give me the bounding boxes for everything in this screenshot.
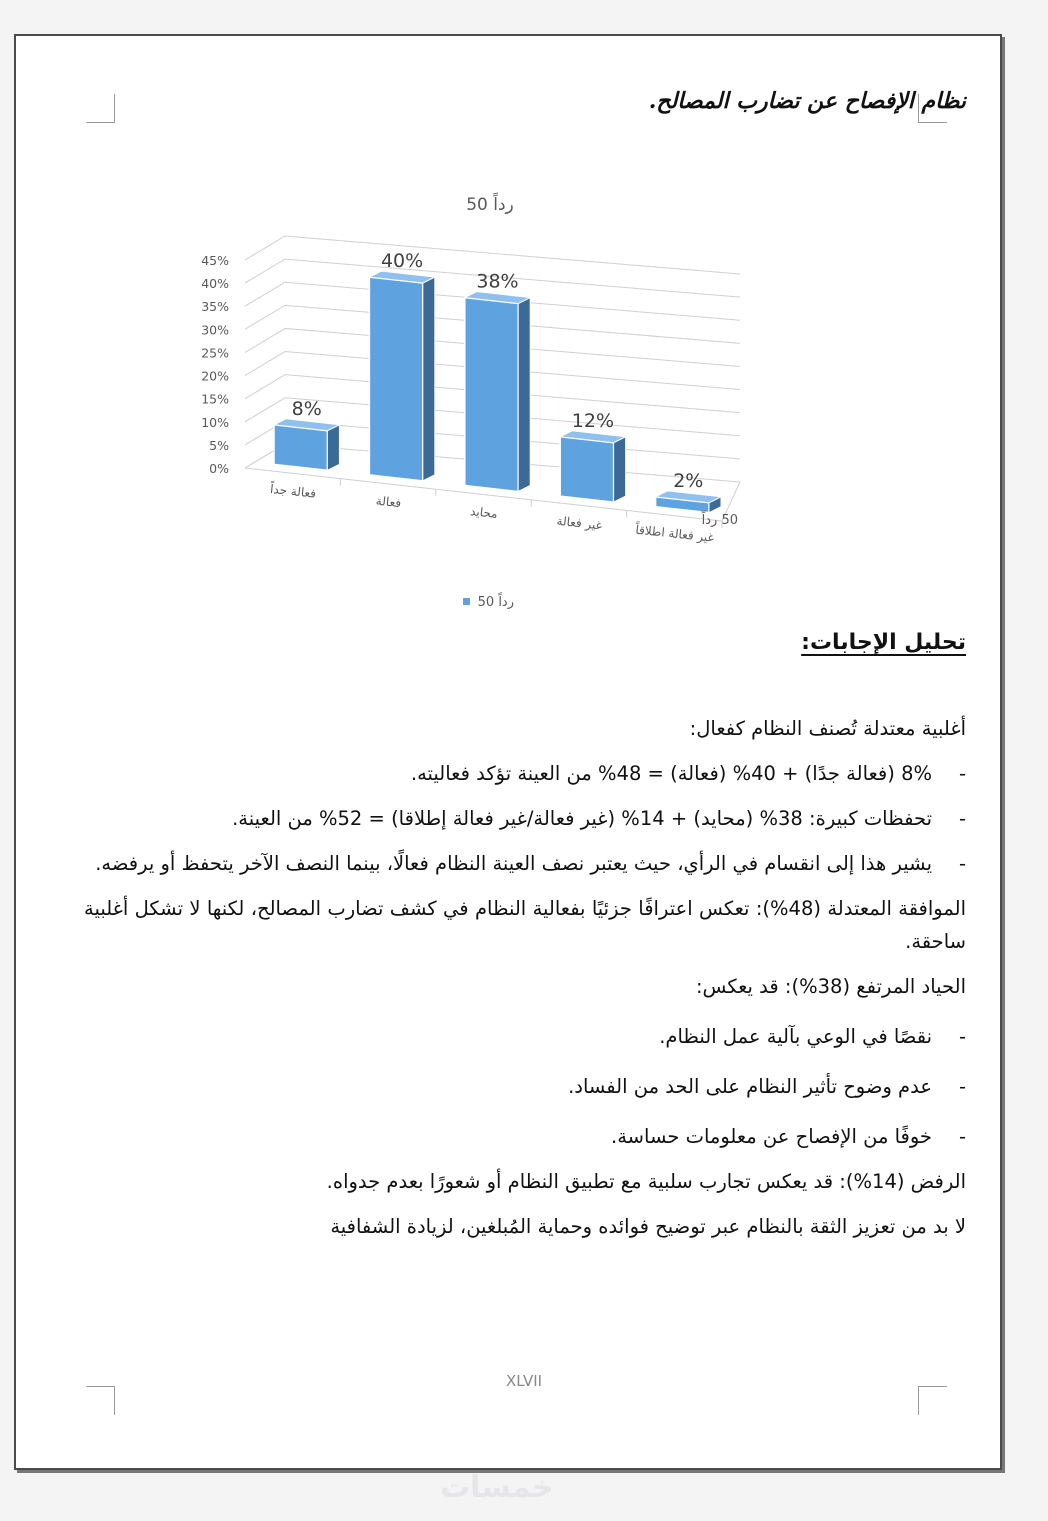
chart-y-axis [201,253,229,476]
bar-side [327,425,339,471]
legend-label: 50 رداً [477,595,514,610]
neutral-paragraph: الحياد المرتفع (38%): قد يعكس: [695,975,966,998]
analysis-heading: تحليل الإجابات: [801,630,966,655]
bar-front [465,298,518,492]
rejection-paragraph: الرفض (14%): قد يعكس تجارب سلبية مع تطبيق النظام أو شعورًا بعدم جدواه. [326,1170,966,1193]
y-tick-label: 10% [201,414,229,430]
list-item: - يشير هذا إلى انقسام في الرأي، حيث يعتبر نصف العينة النظام فعالًا، بينما النصف الآخر يتحفظ أو يرفضه. [95,852,966,875]
y-tick-label: 30% [201,322,229,338]
list-item: - 8% (فعالة جدًا) + 40% (فعالة) = 48% من العينة تؤكد فعاليته. [410,762,966,785]
analysis-body [84,712,966,1243]
x-tick-label: محايد [469,504,499,521]
y-tick-label: 35% [201,299,229,315]
bar-side [423,277,435,481]
x-tick-label: فعالة [375,493,402,511]
x-tick-label: فعالة جداً [269,481,317,501]
bar [560,431,625,502]
y-tick-label: 5% [209,437,229,453]
list-item: - عدم وضوح تأثير النظام على الحد من الفساد. [568,1075,966,1098]
survey-bar-chart [150,150,800,610]
x-tick-label: غير فعالة [555,513,603,533]
page-number: XLVII [505,1372,543,1390]
bar [465,292,530,492]
site-watermark: خمسات [440,1470,554,1505]
list-item: - نقصًا في الوعي بآلية عمل النظام. [659,1025,966,1048]
crop-mark-top-left [86,94,115,123]
bar-side [614,437,626,502]
y-tick-label: 15% [201,391,229,407]
gridline [245,236,740,274]
bar-front [560,437,613,502]
data-label: 12% [571,409,615,432]
y-tick-label: 40% [201,276,229,292]
depth-axis-label: 50 رداً [701,513,738,528]
bar [656,491,721,513]
conclusion-paragraph: لا بد من تعزيز الثقة بالنظام عبر توضيح فوائده وحماية المُبلغين، لزيادة الشفافية [330,1215,966,1238]
bar-side [518,298,530,492]
data-label: 40% [380,250,424,273]
chart-bars [274,271,721,513]
bar-front [369,277,422,481]
data-label: 8% [291,397,322,420]
section-title: نظام الإفصاح عن تضارب المصالح. [648,88,966,114]
crop-mark-bottom-right [918,1386,947,1415]
y-tick-label: 25% [201,345,229,361]
bar-front [274,425,327,471]
crop-mark-bottom-left [86,1386,115,1415]
chart-title: 50 رداً [466,195,514,215]
y-tick-label: 0% [209,461,229,476]
y-tick-label: 45% [201,253,229,268]
data-label: 2% [673,469,704,492]
bar [369,271,434,481]
x-tick-label: غير فعالة اطلاقاً [634,522,715,545]
bar [274,419,339,471]
list-item: - تحفظات كبيرة: 38% (محايد) + 14% (غير فعالة/غير فعالة إطلاقا) = 52% من العينة. [232,807,966,830]
moderate-paragraph: الموافقة المعتدلة (48%): تعكس اعترافًا جزئيًا بفعالية النظام في كشف تضارب المصالح، لكنها لا تشكل أغلبية ساحقة. [84,897,967,953]
intro-text: أغلبية معتدلة تُصنف النظام كفعال: [689,717,966,740]
y-tick-label: 20% [201,368,229,384]
list-item: - خوفًا من الإفصاح عن معلومات حساسة. [611,1125,966,1148]
legend-swatch [463,598,470,605]
data-label: 38% [476,270,519,293]
